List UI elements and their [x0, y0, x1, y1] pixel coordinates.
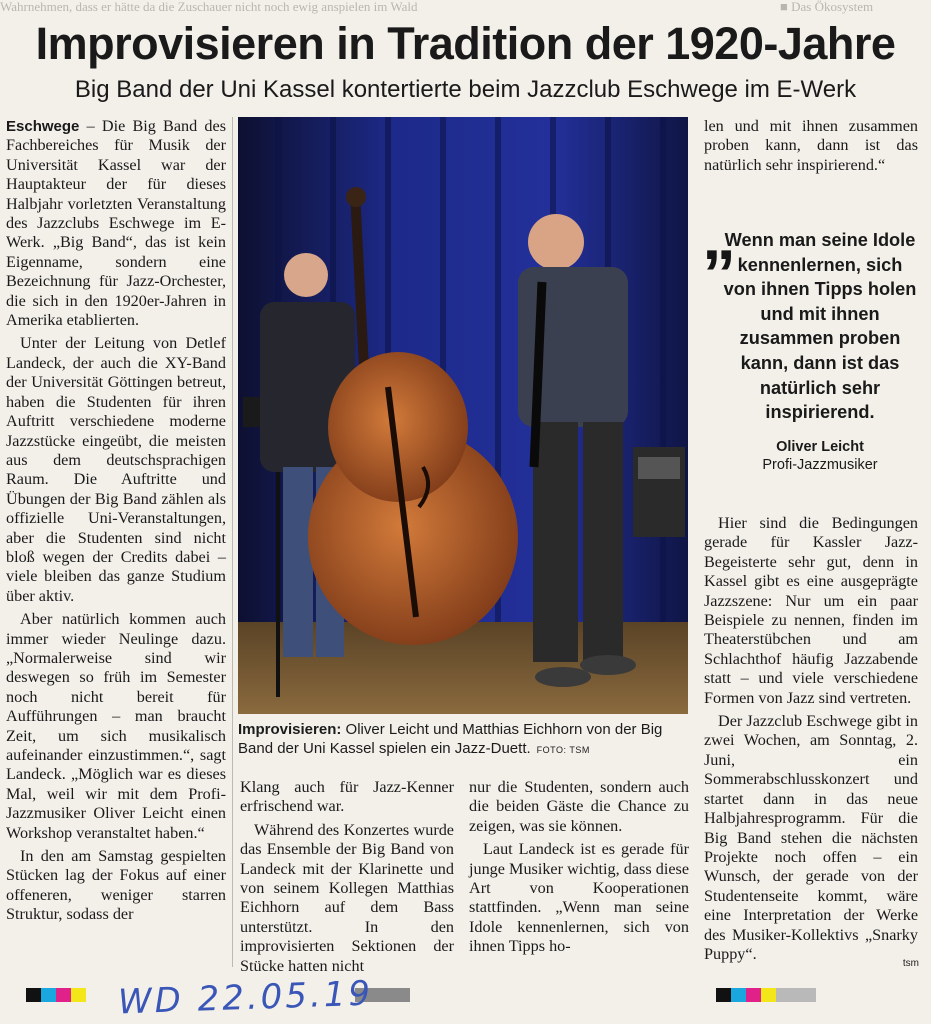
caption-lead: Improvisieren: — [238, 721, 342, 738]
caption-text: Oliver Leicht und Matthias Eichhorn von der Big Band der Uni Kassel spielen ein Jazz-Duett. — [238, 721, 663, 757]
bleed-right-text: ■ Das Ökosystem — [780, 0, 874, 14]
photo-caption — [238, 720, 690, 760]
quote-author: Oliver Leicht — [776, 438, 864, 455]
color-swatch-cyan — [41, 988, 56, 1002]
color-swatch-yellow — [761, 988, 776, 1002]
paragraph: Während des Konzertes wurde das Ensemble der Big Band von Landeck mit der Klarinette und von seinem Kollegen Matthias Eichhorn auf dem Bass unterstützt. In den improvisierten Sektionen der Stücke hatten nicht — [240, 820, 454, 975]
article-column-4 — [704, 514, 918, 968]
paragraph: Laut Landeck ist es gerade für junge Musiker wichtig, dass diese Art von Kooperationen stattfinden. „Wenn man seine Idole kennenlernen, sich von ihnen Tipps ho- — [469, 840, 689, 956]
concert-photo — [238, 117, 688, 714]
adjacent-article-bleed — [0, 0, 931, 16]
article-column-2 — [240, 778, 454, 980]
paragraph: In den am Samstag gespielten Stücken lag der Fokus auf einer offeneren, weniger starren Struktur, sodass der — [6, 847, 226, 924]
paragraph: Aber natürlich kommen auch immer wieder Neulinge dazu. „Normalerweise sind wir deswegen so früh im Semester noch nicht bereit für Aufführungen – man braucht Zeit, um sich musikalisch aufeinander einzustimmen.“, sagt Landeck. „Möglich war es dieses Mal, weil wir mit dem Profi-Jazzmusiker Oliver Leicht einen Workshop veranstaltet haben.“ — [6, 610, 226, 842]
color-swatch-magenta — [56, 988, 71, 1002]
handwritten-date-annotation: WD 22.05.19 — [117, 973, 374, 1023]
pull-quote — [700, 198, 920, 473]
photo-illustration — [238, 117, 688, 714]
dateline: Eschwege — [6, 118, 80, 135]
column-divider — [232, 117, 233, 967]
bleed-left-text: Wahrnehmen, dass er hätte da die Zuschauer nicht noch ewig anspielen im Wald — [0, 0, 418, 14]
article-column-1 — [6, 117, 226, 929]
article-subheadline: Big Band der Uni Kassel kontertierte beim Jazzclub Eschwege im E-Werk — [74, 76, 857, 103]
paragraph: Unter der Leitung von Detlef Landeck, der auch die XY-Band der Universität Göttingen betreut, haben die Studenten für ihren Auftritt verschiedene moderne Jazzstücke eingeübt, die meisten aus dem deutschsprachigen Raum. Die Auftritte und Übungen der Big Band zählen als offizielle Uni-Veranstaltungen, aber die Studenten sind nicht bloß wegen der Credits dabei – viele bleiben das ganze Studium über aktiv. — [6, 334, 226, 605]
quote-role: Profi-Jazzmusiker — [762, 456, 878, 473]
color-swatch-black — [26, 988, 41, 1002]
color-swatch-gray — [776, 988, 816, 1002]
quote-text: Wenn man seine Idole kennenlernen, sich von ihnen Tipps holen und mit ihnen zusammen proben kann, dann ist das natürlich sehr inspirierend. — [723, 230, 917, 423]
article-column-3 — [469, 778, 689, 961]
color-swatch-magenta — [746, 988, 761, 1002]
paragraph: Der Jazzclub Eschwege gibt in zwei Wochen, am Sonntag, 2. Juni, ein Sommerabschlusskonzert und startet dann in das neue Halbjahresprogramm. Für die Big Band stehen die nächsten Projekte noch offen – ein Wunsch, der gerade von der Studentenseite kommt, wäre eine Interpretation der Werke des Musiker-Kollektivs „Snarky Puppy“. — [704, 712, 918, 963]
quote-mark-icon: „ — [702, 198, 736, 274]
color-swatch-black — [716, 988, 731, 1002]
photo-credit: FOTO: TSM — [536, 745, 590, 755]
color-swatch-yellow — [71, 988, 86, 1002]
color-swatch-cyan — [731, 988, 746, 1002]
print-color-bar-right — [716, 988, 816, 1002]
paragraph: len und mit ihnen zusammen proben kann, dann ist das natürlich sehr inspirierend.“ — [704, 117, 918, 174]
paragraph: nur die Studenten, sondern auch die beiden Gäste die Chance zu zeigen, was sie können. — [469, 778, 689, 835]
paragraph-text: – Die Big Band des Fachbereiches für Musik der Universität Kassel war der Hauptakteur der für dieses Halbjahr vorletzten Veranstaltung des Jazzclubs Eschwege im E-Werk. „Big Band“, das ist kein Eigenname, sondern eine Bezeichnung für Jazz-Orchester, die sich in den 1920er-Jahren in Amerika etablierten. — [6, 117, 226, 330]
article-column-4-top — [704, 117, 918, 179]
article-headline: Improvisieren in Tradition der 1920-Jahre — [35, 18, 896, 69]
paragraph — [6, 117, 226, 330]
paragraph: Hier sind die Bedingungen gerade für Kassler Jazz-Begeisterte sehr gut, denn in Kassel gibt es eine ausgeprägte Jazzszene: Nur um ein paar Beispiele zu nennen, finden im Theaterstübchen und am Schlachthof häufig Jazzabende statt – und viele verschiedene Formen von Jazz sind vertreten. — [704, 514, 918, 707]
author-signature: tsm — [902, 958, 919, 969]
print-color-bar-left — [26, 988, 86, 1002]
paragraph: Klang auch für Jazz-Kenner erfrischend war. — [240, 778, 454, 816]
